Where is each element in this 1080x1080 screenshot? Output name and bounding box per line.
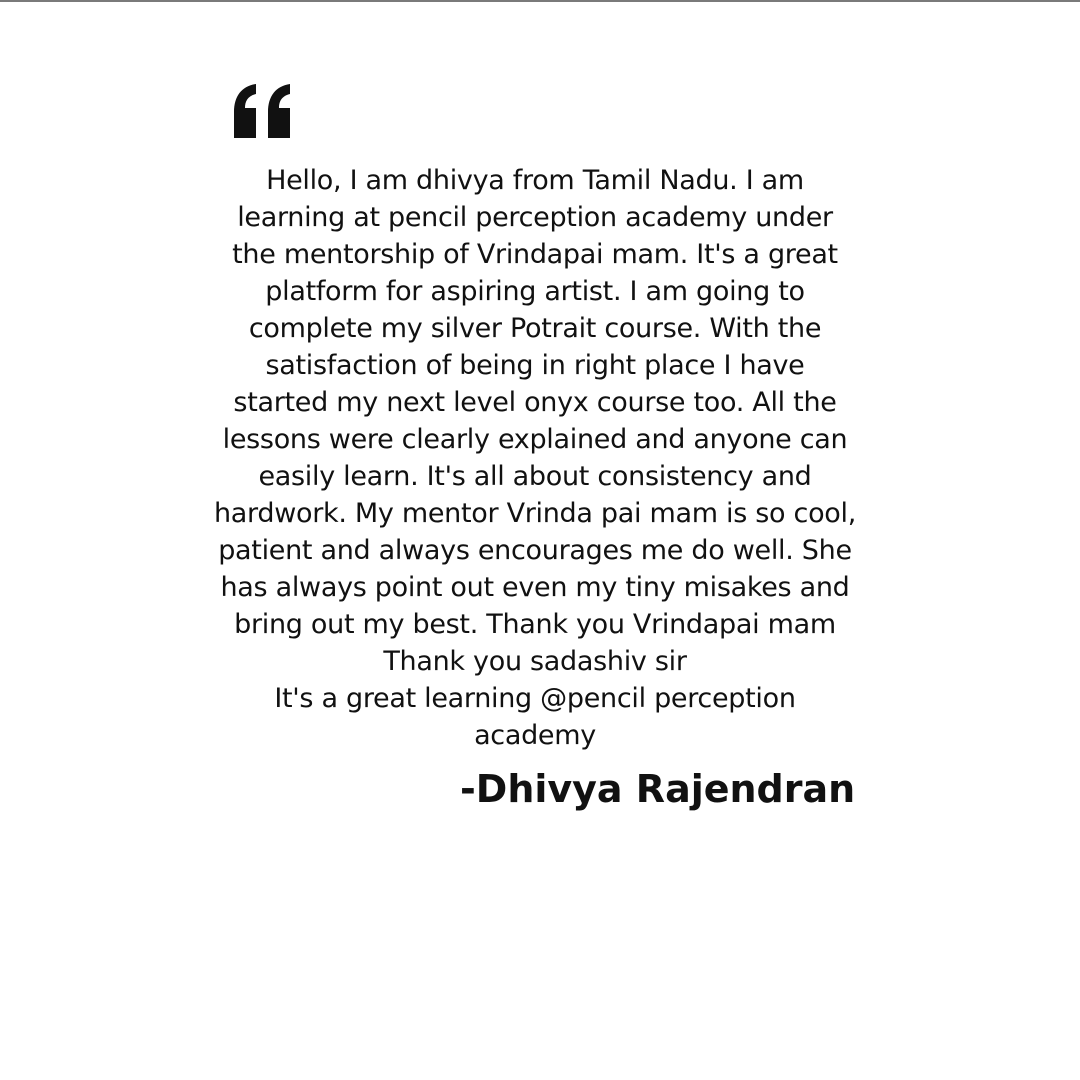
testimonial-line: the mentorship of Vrindapai mam. It's a great <box>232 239 838 270</box>
testimonial-line: patient and always encourages me do well. She <box>218 535 852 566</box>
testimonial-line: Thank you sadashiv sir <box>383 646 687 677</box>
testimonial-line: satisfaction of being in right place I have <box>265 350 805 381</box>
testimonial-text <box>195 162 875 754</box>
testimonial-line: learning at pencil perception academy under <box>237 202 833 233</box>
testimonial-line: platform for aspiring artist. I am going to <box>265 276 805 307</box>
testimonial-line: Hello, I am dhivya from Tamil Nadu. I am <box>266 165 804 196</box>
testimonial-line: It's a great learning @pencil perception <box>274 683 796 714</box>
testimonial-line: complete my silver Potrait course. With the <box>248 313 822 344</box>
testimonial-line: started my next level onyx course too. All the <box>233 387 837 418</box>
testimonial-author: -Dhivya Rajendran <box>460 767 856 811</box>
testimonial-line: easily learn. It's all about consistency and <box>258 461 812 492</box>
testimonial-line: academy <box>474 720 596 751</box>
testimonial-line: has always point out even my tiny misakes and <box>220 572 850 603</box>
quote-open-icon <box>228 82 298 138</box>
testimonial-line: lessons were clearly explained and anyone can <box>222 424 848 455</box>
testimonial-line: bring out my best. Thank you Vrindapai mam <box>234 609 836 640</box>
testimonial-line: hardwork. My mentor Vrinda pai mam is so cool, <box>213 498 857 529</box>
